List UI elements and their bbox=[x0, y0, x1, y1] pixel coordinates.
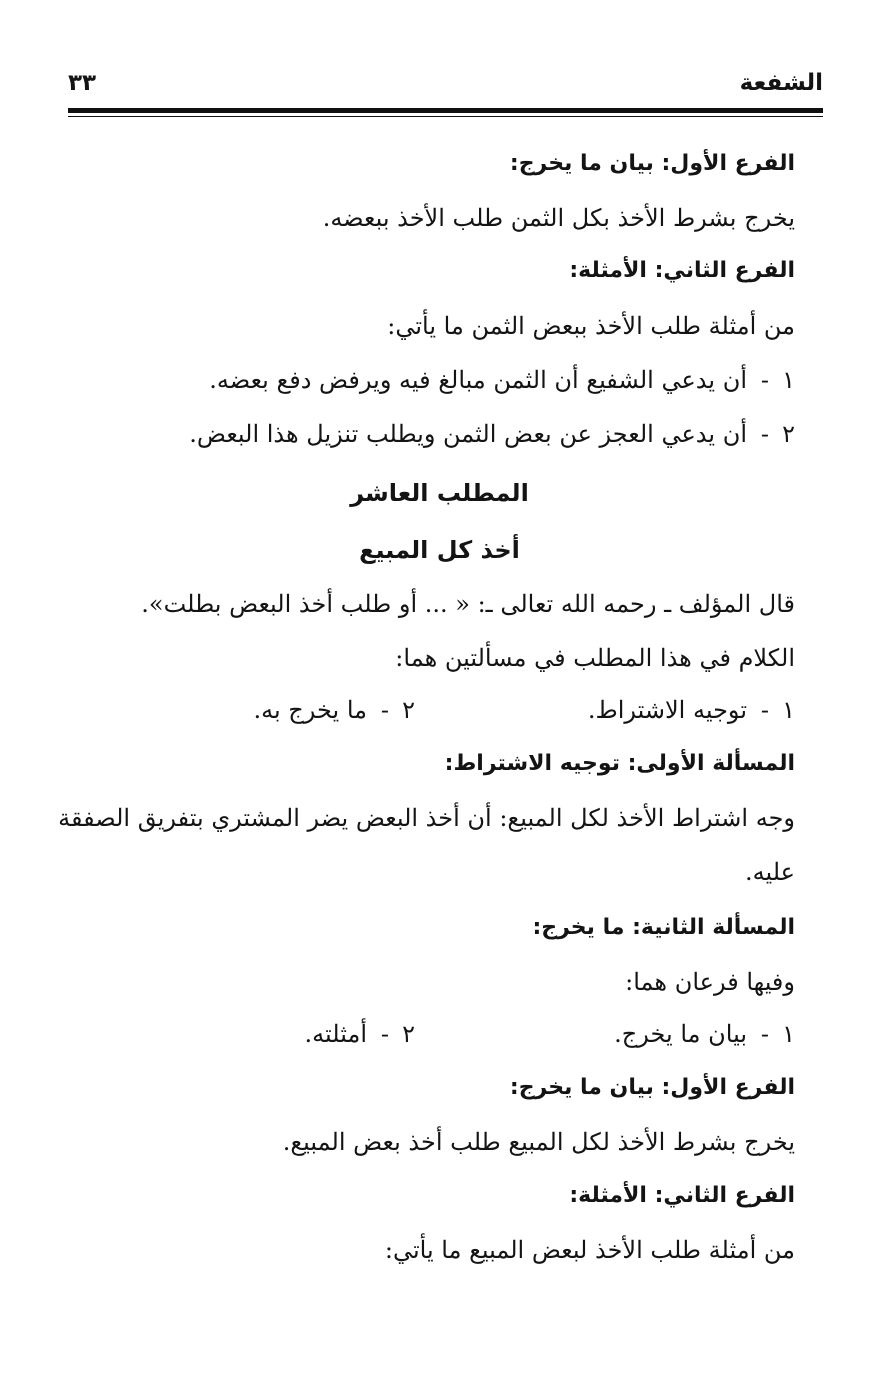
branch-one-text-2: يخرج بشرط الأخذ لكل المبيع طلب أخذ بعض المبيع. bbox=[282, 1128, 795, 1156]
branch-two-intro: من أمثلة طلب الأخذ ببعض الثمن ما يأتي: bbox=[387, 312, 795, 340]
item-dash: - bbox=[380, 1020, 389, 1048]
example-item-2 bbox=[60, 418, 795, 450]
branches-item-2 bbox=[305, 1018, 415, 1050]
item-dash: - bbox=[760, 1020, 769, 1048]
item-number: ٢ bbox=[402, 696, 415, 724]
item-text: بيان ما يخرج. bbox=[614, 1020, 747, 1048]
example-item-1 bbox=[60, 364, 795, 396]
author-quote: قال المؤلف ـ رحمه الله تعالى ـ: « ... أو طلب أخذ البعض بطلت». bbox=[141, 590, 795, 618]
branch-two-heading: الفرع الثاني: الأمثلة: bbox=[569, 258, 795, 283]
issue-one-heading: المسألة الأولى: توجيه الاشتراط: bbox=[444, 751, 795, 776]
item-dash: - bbox=[760, 420, 769, 448]
item-number: ١ bbox=[782, 366, 795, 394]
item-number: ١ bbox=[782, 1020, 795, 1048]
branch-two-heading-2: الفرع الثاني: الأمثلة: bbox=[569, 1183, 795, 1208]
running-title: الشفعة bbox=[739, 70, 823, 96]
item-dash: - bbox=[760, 696, 769, 724]
section-subtitle: أخذ كل المبيع bbox=[359, 536, 520, 564]
issues-item-1 bbox=[588, 694, 795, 726]
item-text: توجيه الاشتراط. bbox=[587, 696, 747, 724]
issues-item-2 bbox=[253, 694, 415, 726]
item-number: ٢ bbox=[782, 420, 795, 448]
item-text: ما يخرج به. bbox=[253, 696, 367, 724]
page-header bbox=[68, 70, 823, 106]
issue-one-text-line-2: عليه. bbox=[744, 858, 795, 886]
branch-one-heading-2: الفرع الأول: بيان ما يخرج: bbox=[509, 1075, 795, 1100]
branches-item-1 bbox=[614, 1018, 795, 1050]
branch-one-text: يخرج بشرط الأخذ بكل الثمن طلب الأخذ ببعضه. bbox=[322, 204, 795, 232]
item-dash: - bbox=[760, 366, 769, 394]
issue-two-intro: وفيها فرعان هما: bbox=[625, 968, 795, 996]
item-number: ٢ bbox=[402, 1020, 415, 1048]
section-title: المطلب العاشر bbox=[350, 479, 529, 507]
item-text: أمثلته. bbox=[304, 1020, 367, 1048]
item-text: أن يدعي الشفيع أن الثمن مبالغ فيه ويرفض دفع بعضه. bbox=[209, 366, 747, 394]
branch-one-heading: الفرع الأول: بيان ما يخرج: bbox=[509, 151, 795, 176]
issue-one-text-line-1: وجه اشتراط الأخذ لكل المبيع: أن أخذ البعض يضر المشتري بتفريق الصفقة bbox=[58, 804, 795, 832]
header-rule-thin bbox=[68, 116, 823, 117]
section-intro: الكلام في هذا المطلب في مسألتين هما: bbox=[395, 644, 795, 672]
branch-two-intro-2: من أمثلة طلب الأخذ لبعض المبيع ما يأتي: bbox=[384, 1236, 795, 1264]
item-text: أن يدعي العجز عن بعض الثمن ويطلب تنزيل هذا البعض. bbox=[189, 420, 747, 448]
item-dash: - bbox=[380, 696, 389, 724]
issue-two-heading: المسألة الثانية: ما يخرج: bbox=[532, 915, 795, 940]
page-number: ٣٣ bbox=[68, 70, 97, 96]
item-number: ١ bbox=[782, 696, 795, 724]
header-rule-thick bbox=[68, 108, 823, 113]
